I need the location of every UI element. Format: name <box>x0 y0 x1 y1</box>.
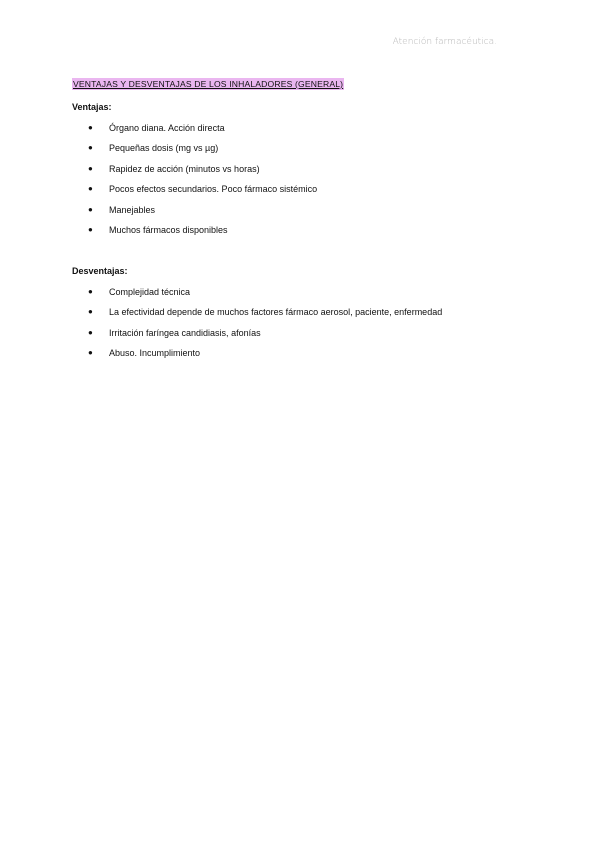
list-item-text: Complejidad técnica <box>109 286 191 297</box>
list-item <box>72 224 532 236</box>
list-item-text: Órgano diana. Acción directa <box>109 122 225 133</box>
section-spacer <box>72 236 532 256</box>
list-item <box>72 347 532 359</box>
disadvantages-label: Desventajas: <box>72 266 128 276</box>
list-item <box>72 163 532 175</box>
list-item-text: Abuso. Incumplimiento <box>109 348 201 358</box>
document-body <box>72 74 532 359</box>
list-item <box>72 204 532 216</box>
document-title: VENTAJAS Y DESVENTAJAS DE LOS INHALADORES (GENERAL) <box>73 79 344 89</box>
disadvantages-list <box>72 286 532 360</box>
list-item <box>72 183 532 195</box>
bullet-icon: ● <box>88 327 93 337</box>
list-item <box>72 122 532 134</box>
bullet-icon: ● <box>88 307 93 316</box>
running-header: Atención farmacéutica. <box>392 37 497 47</box>
bullet-icon: ● <box>88 163 93 173</box>
bullet-icon: ● <box>88 122 93 132</box>
list-item <box>72 142 532 154</box>
list-item-text: Irritación faríngea candidiasis, afonías <box>109 327 261 338</box>
bullet-icon: ● <box>88 225 93 234</box>
list-item-text: Manejables <box>109 204 156 215</box>
list-item <box>72 286 532 298</box>
list-item <box>72 306 532 318</box>
bullet-icon: ● <box>88 286 93 296</box>
list-item-text: Pocos efectos secundarios. Poco fármaco sistémico <box>109 184 318 194</box>
advantages-list <box>72 122 532 237</box>
list-item-text: Pequeñas dosis (mg vs µg) <box>109 143 219 153</box>
list-item <box>72 327 532 339</box>
list-item-text: Muchos fármacos disponibles <box>109 225 228 235</box>
bullet-icon: ● <box>88 184 93 193</box>
advantages-label: Ventajas: <box>72 102 112 112</box>
bullet-icon: ● <box>88 348 93 357</box>
bullet-icon: ● <box>88 204 93 214</box>
bullet-icon: ● <box>88 143 93 152</box>
list-item-text: Rapidez de acción (minutos vs horas) <box>109 163 260 174</box>
list-item-text: La efectividad depende de muchos factores fármaco aerosol, paciente, enfermedad <box>109 307 443 317</box>
